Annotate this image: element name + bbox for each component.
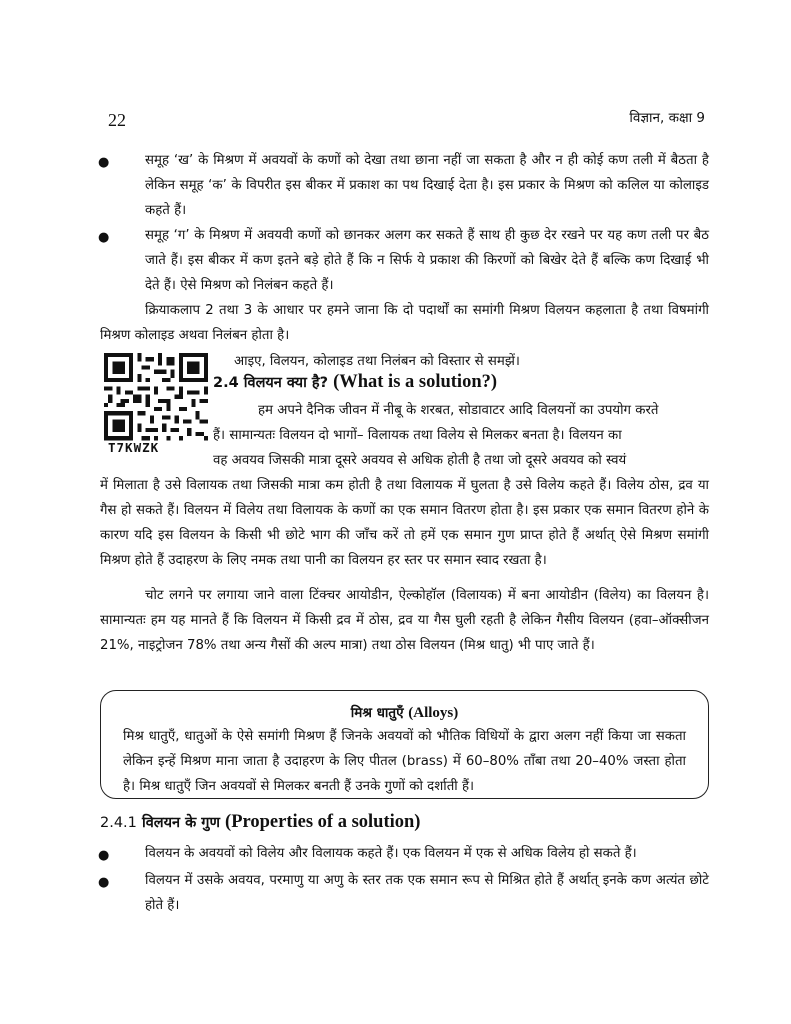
section-number: 2.4 — [213, 375, 239, 391]
qr-code-label: T7KWZK — [108, 440, 160, 455]
bullet-paragraph-colloid: समूह ‘ख’ के मिश्रण में अवयवों के कणों को देखा तथा छाना नहीं जा सकता है और न ही कोई कण तली में बैठता है लेकिन समूह ‘क’ के विपरीत इस बीकर में प्रकाश का पथ दिखाई देता है। इस प्रकार के मिश्रण को कलिल या कोलाइड कहते हैं। — [145, 153, 709, 218]
alloys-title-english: (Alloys) — [408, 705, 459, 721]
running-head: विज्ञान, कक्षा 9 — [629, 110, 705, 126]
section-title-english: (What is a solution?) — [333, 372, 498, 392]
alloys-box-text: मिश्र धातुएँ, धातुओं के ऐसे समांगी मिश्रण हैं जिनके अवयवों को भौतिक विधियों के द्वारा अलग नहीं किया जा सकता लेकिन इन्हें मिश्रण माना जाता है उदाहरण के लिए पीतल (brass) में 60–80% ताँबा तथा 20–40% जस्ता होता है। मिश्र धातुएँ जिन अवयवों से मिलकर बनती हैं उनके गुणों को दर्शाती हैं। — [123, 729, 686, 794]
solution-paragraph: में मिलाता है उसे विलायक तथा जिसकी मात्रा कम होती है तथा विलायक में घुलता है उसे विलेय कहते हैं। विलेय ठोस, द्रव या गैस हो सकते हैं। विलयन में विलेय तथा विलायक के कणों का एक समान वितरण होता है। इस प्रकार एक समान वितरण होने के कारण यदि इस विलयन के किसी भी छोटे भाग की जाँच करें तो हमें एक समान गुण प्राप्त होते हैं अर्थात् ऐसे मिश्रण समांगी मिश्रण होते हैं उदाहरण के लिए नमक तथा पानी का विलयन हर स्तर पर समान स्वाद रखता है। — [100, 478, 710, 568]
tincture-paragraph: चोट लगने पर लगाया जाने वाला टिंक्चर आयोडीन, ऐल्कोहॉल (विलायक) में बना आयोडीन (विलेय) का विलयन है। सामान्यतः हम यह मानते हैं कि विलयन में किसी द्रव में ठोस, द्रव या गैस घुली रहती है लेकिन गैसीय विलयन (हवा–ऑक्सीजन 21%, नाइट्रोजन 78% तथा अन्य गैसों की अल्प मात्रा) तथा ठोस विलयन (मिश्र धातु) भी पाए जाते हैं। — [100, 588, 709, 653]
bullet-paragraph-suspension: समूह ‘ग’ के मिश्रण में अवयवी कणों को छानकर अलग कर सकते हैं साथ ही कुछ देर रखने पर यह कण तली पर बैठ जाते हैं। इस बीकर में कण इतने बड़े होते हैं कि न सिर्फ ये प्रकाश की किरणों को बिखेर देते हैं बल्कि कण दिखाई भी देते हैं। ऐसे मिश्रण को निलंबन कहते हैं। — [145, 228, 709, 293]
section-title-hindi: विलयन क्या है? — [243, 375, 328, 391]
alloys-title-hindi: मिश्र धातुएँ — [350, 705, 404, 721]
solution-paragraph-line: हैं। सामान्यतः विलयन दो भागों– विलायक तथा विलेय से मिलकर बनता है। विलयन का — [213, 428, 622, 443]
section-title-english: (Properties of a solution) — [225, 812, 421, 832]
page-number: 22 — [108, 110, 126, 130]
activity-paragraph: क्रियाकलाप 2 तथा 3 के आधार पर हमने जाना कि दो पदार्थों का समांगी मिश्रण विलयन कहलाता है तथा विषमांगी मिश्रण कोलाइड अथवा निलंबन होता है। — [100, 303, 709, 343]
solution-paragraph-line: वह अवयव जिसकी मात्रा दूसरे अवयव से अधिक होती है तथा जो दूसरे अवयव को स्वयं — [213, 453, 627, 468]
alloys-box-title — [101, 703, 708, 722]
bullet-paragraph-mixing: विलयन में उसके अवयव, परमाणु या अणु के स्तर तक एक समान रूप से मिश्रित होते हैं अर्थात् इनके कण अत्यंत छोटे होते हैं। — [145, 873, 709, 913]
section-number: 2.4.1 — [100, 815, 137, 831]
bullet-marker: ● — [98, 875, 110, 890]
section-heading-2-4 — [213, 372, 497, 393]
solution-paragraph-line: हम अपने दैनिक जीवन में नीबू के शरबत, सोडावाटर आदि विलयनों का उपयोग करते — [258, 403, 659, 418]
bullet-paragraph-solvent-solute: विलयन के अवयवों को विलेय और विलायक कहते हैं। एक विलयन में एक से अधिक विलेय हो सकते हैं। — [145, 846, 637, 861]
section-heading-2-4-1 — [100, 812, 420, 833]
bullet-marker: ● — [98, 155, 110, 170]
bullet-marker: ● — [98, 848, 110, 863]
section-title-hindi: विलयन के गुण — [141, 815, 220, 831]
intro-line: आइए, विलयन, कोलाइड तथा निलंबन को विस्तार से समझें। — [234, 354, 520, 369]
bullet-marker: ● — [98, 230, 110, 245]
alloys-box — [100, 690, 709, 799]
